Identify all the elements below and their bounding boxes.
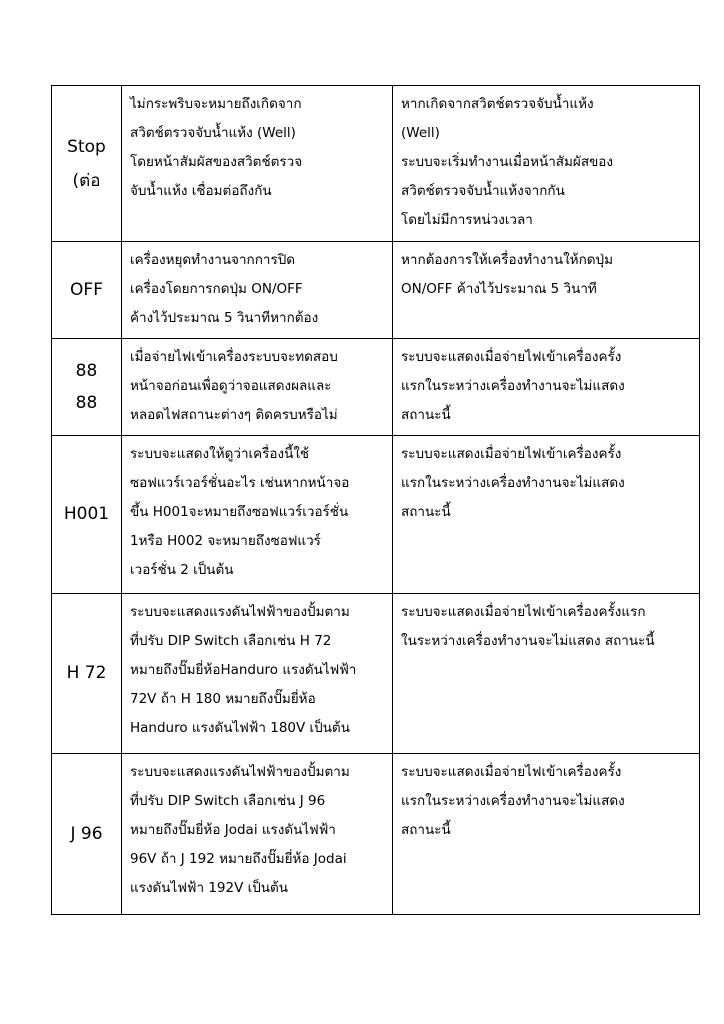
status-code-line: H 72 — [66, 663, 107, 683]
description-line: เวอร์ชั่น 2 เป็นต้น — [130, 562, 234, 578]
table-row — [52, 339, 700, 436]
note-line: สถานะนี้ — [401, 504, 451, 520]
note-line: ระบบจะแสดงเมื่อจ่ายไฟเข้าเครื่องครั้ง — [401, 446, 622, 462]
description-cell — [122, 594, 393, 754]
status-code-cell — [52, 436, 122, 594]
description-cell — [122, 754, 393, 915]
description-line: ที่ปรับ DIP Switch เลือกเช่น J 96 — [130, 793, 326, 809]
description-line: หมายถึงปั๊มยี่ห้อ Jodai แรงดันไฟฟ้า — [130, 822, 336, 838]
table-row — [52, 242, 700, 339]
description-cell — [122, 86, 393, 242]
note-line: สวิตช์ตรวจจับน้ำแห้งจากกัน — [401, 183, 565, 199]
note-cell — [393, 754, 700, 915]
description-line: เมื่อจ่ายไฟเข้าเครื่องระบบจะทดสอบ — [130, 349, 338, 365]
status-code-line: 88 — [75, 393, 98, 413]
note-line: ระบบจะแสดงเมื่อจ่ายไฟเข้าเครื่องครั้งแรก — [401, 604, 646, 620]
description-line: จับน้ำแห้ง เชื่อมต่อถึงกัน — [130, 183, 272, 199]
description-line: ระบบจะแสดงให้ดูว่าเครื่องนี้ใช้ — [130, 446, 310, 462]
description-cell — [122, 242, 393, 339]
description-line: 1หรือ H002 จะหมายถึงซอฟแวร์ — [130, 533, 321, 549]
note-line: โดยไม่มีการหน่วงเวลา — [401, 212, 533, 228]
description-line: เครื่องโดยการกดปุ่ม ON/OFF — [130, 281, 303, 297]
table-row — [52, 594, 700, 754]
note-line: ระบบจะเริ่มทำงานเมื่อหน้าสัมผัสของ — [401, 154, 613, 170]
description-line: เครื่องหยุดทำงานจากการปิด — [130, 252, 296, 268]
note-line: แรกในระหว่างเครื่องทำงานจะไม่แสดง — [401, 475, 625, 491]
note-line: ระบบจะแสดงเมื่อจ่ายไฟเข้าเครื่องครั้ง — [401, 764, 622, 780]
note-cell — [393, 242, 700, 339]
status-code-line: (ต่อ — [72, 171, 101, 191]
description-line: หลอดไฟสถานะต่างๆ ติดครบหรือไม่ — [130, 407, 338, 423]
description-line: ขึ้น H001จะหมายถึงซอฟแวร์เวอร์ชั่น — [130, 504, 349, 520]
status-code-line: H001 — [63, 504, 110, 524]
description-line: 96V ถ้า J 192 หมายถึงปั๊มยี่ห้อ Jodai — [130, 851, 347, 867]
note-line: หากต้องการให้เครื่องทำงานให้กดปุ่ม — [401, 252, 613, 268]
note-line: สถานะนี้ — [401, 822, 451, 838]
status-code-table — [51, 85, 700, 915]
note-line: สถานะนี้ — [401, 407, 451, 423]
status-code-line: Stop — [67, 137, 106, 157]
status-code-cell — [52, 594, 122, 754]
status-code-cell — [52, 339, 122, 436]
description-cell — [122, 339, 393, 436]
description-line: สวิตช์ตรวจจับน้ำแห้ง (Well) — [130, 125, 296, 141]
description-line: 72V ถ้า H 180 หมายถึงปั๊มยี่ห้อ — [130, 691, 316, 707]
status-code-cell — [52, 242, 122, 339]
description-cell — [122, 436, 393, 594]
note-cell — [393, 86, 700, 242]
description-line: หมายถึงปั๊มยี่ห้อHanduro แรงดันไฟฟ้า — [130, 662, 357, 678]
note-line: ON/OFF ค้างไว้ประมาณ 5 วินาที — [401, 281, 597, 297]
note-line: แรกในระหว่างเครื่องทำงานจะไม่แสดง — [401, 793, 625, 809]
status-code-line: OFF — [70, 279, 103, 300]
note-line: ในระหว่างเครื่องทำงานจะไม่แสดง สถานะนี้ — [401, 633, 655, 649]
description-line: ไม่กระพริบจะหมายถึงเกิดจาก — [130, 96, 302, 112]
table-row — [52, 436, 700, 594]
description-line: Handuro แรงดันไฟฟ้า 180V เป็นต้น — [130, 720, 350, 736]
description-line: ระบบจะแสดงแรงดันไฟฟ้าของปั้มตาม — [130, 604, 350, 620]
note-line: หากเกิดจากสวิตช์ตรวจจับน้ำแห้ง — [401, 96, 594, 112]
status-code-cell — [52, 754, 122, 915]
description-line: ค้างไว้ประมาณ 5 วินาทีหากต้อง — [130, 310, 319, 326]
note-line: (Well) — [401, 125, 440, 141]
status-code-cell — [52, 86, 122, 242]
description-line: ระบบจะแสดงแรงดันไฟฟ้าของปั้มตาม — [130, 764, 350, 780]
status-code-line: J 96 — [70, 823, 103, 844]
description-line: หน้าจอก่อนเพื่อดูว่าจอแสดงผลและ — [130, 378, 332, 394]
note-line: ระบบจะแสดงเมื่อจ่ายไฟเข้าเครื่องครั้ง — [401, 349, 622, 365]
description-line: ซอฟแวร์เวอร์ชั่นอะไร เช่นหากหน้าจอ — [130, 475, 350, 491]
status-code-line: 88 — [75, 361, 98, 381]
description-line: โดยหน้าสัมผัสของสวิตช์ตรวจ — [130, 154, 303, 170]
description-line: แรงดันไฟฟ้า 192V เป็นต้น — [130, 880, 289, 896]
note-line: แรกในระหว่างเครื่องทำงานจะไม่แสดง — [401, 378, 625, 394]
note-cell — [393, 339, 700, 436]
note-cell — [393, 436, 700, 594]
note-cell — [393, 594, 700, 754]
table-row — [52, 86, 700, 242]
table-row — [52, 754, 700, 915]
description-line: ที่ปรับ DIP Switch เลือกเช่น H 72 — [130, 633, 332, 649]
